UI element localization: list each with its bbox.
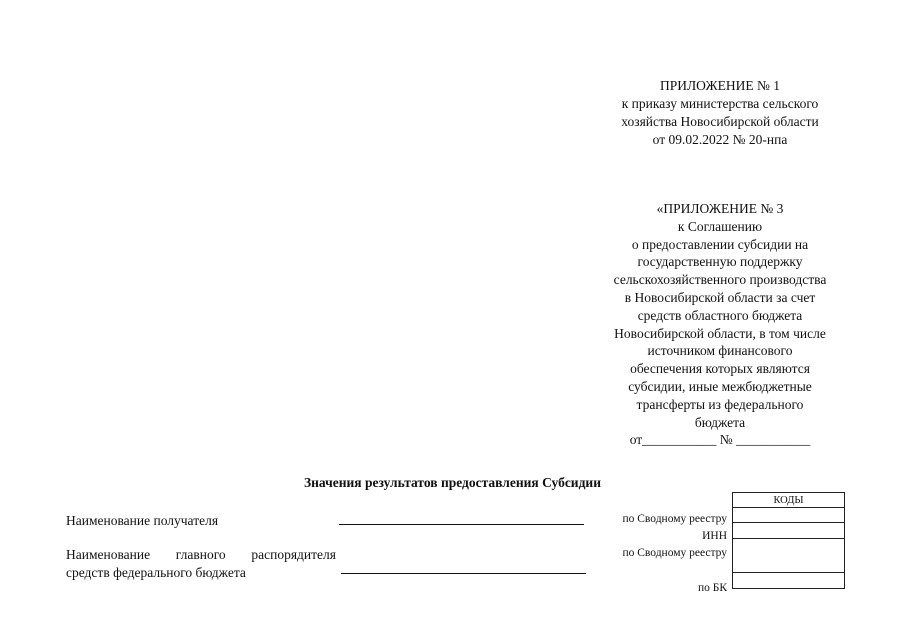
bk-label: по БК <box>697 582 727 594</box>
consolidated-register-label-2: по Сводному реестру <box>622 547 727 559</box>
manager-label-word: Наименование <box>66 547 151 562</box>
appendix-1-line: хозяйства Новосибирской области <box>621 114 819 129</box>
appendix-3-line: в Новосибирской области за счет <box>624 289 816 305</box>
appendix-3-line: трансферты из федерального <box>636 396 804 412</box>
codes-header: КОДЫ <box>733 493 845 508</box>
bk-code-cell <box>733 573 845 589</box>
appendix-3-line: средств областного бюджета <box>637 307 803 323</box>
manager-label-line-2: средств федерального бюджета <box>66 565 246 580</box>
register-code-cell-2 <box>733 539 845 573</box>
inn-label: ИНН <box>702 530 727 542</box>
register-code-cell <box>733 508 845 523</box>
appendix-3-line: государственную поддержку <box>637 254 803 270</box>
manager-fill-line <box>341 573 586 574</box>
appendix-3-line: источником финансового <box>647 343 793 359</box>
appendix-3-line: субсидии, иные межбюджетные <box>628 378 812 394</box>
manager-label-word: распорядителя <box>251 547 336 562</box>
appendix-3-line: бюджета <box>694 414 746 430</box>
document-title: Значения результатов предоставления Субсидии <box>304 475 601 490</box>
manager-label-word: главного <box>175 547 226 562</box>
manager-label <box>66 546 336 582</box>
appendix-3-line: Новосибирской области, в том числе <box>614 325 826 341</box>
appendix-3-line: обеспечения которых являются <box>630 361 810 377</box>
appendix-3-line: сельскохозяйственного производства <box>613 272 827 288</box>
appendix-3-line: о предоставлении субсидии на <box>631 236 809 252</box>
appendix-3-date-line: от___________ № ___________ <box>629 432 811 448</box>
inn-code-cell <box>733 523 845 539</box>
appendix-3-line: «ПРИЛОЖЕНИЕ № 3 <box>656 201 784 216</box>
appendix-1-line: к приказу министерства сельского <box>621 96 819 111</box>
consolidated-register-label: по Сводному реестру <box>622 513 727 525</box>
appendix-1-header <box>590 77 850 149</box>
appendix-1-line: от 09.02.2022 № 20-нпа <box>652 132 788 147</box>
recipient-label: Наименование получателя <box>66 513 219 528</box>
appendix-1-line: ПРИЛОЖЕНИЕ № 1 <box>659 78 781 93</box>
recipient-fill-line <box>339 524 584 525</box>
appendix-3-line: к Соглашению <box>677 218 763 234</box>
codes-table <box>732 492 845 589</box>
appendix-3-header <box>590 200 850 449</box>
